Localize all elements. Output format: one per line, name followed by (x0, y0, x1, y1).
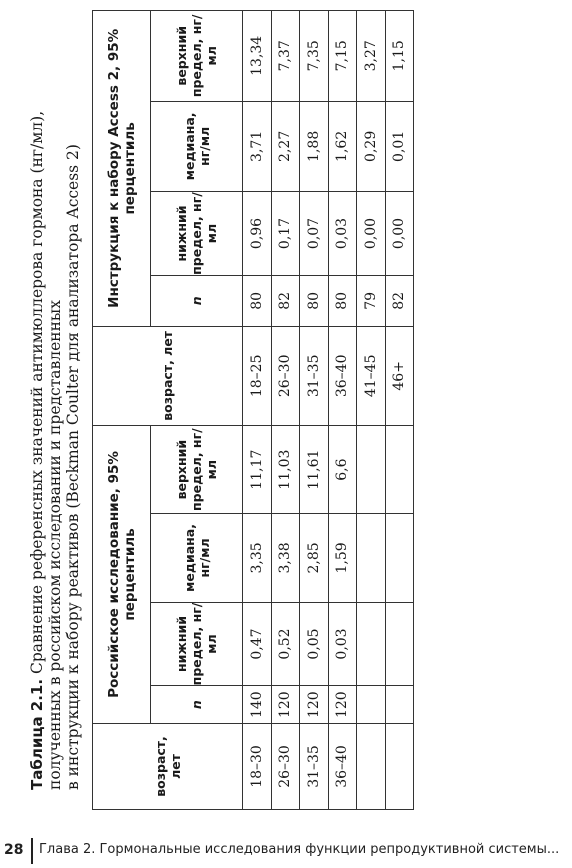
cell-a-med: 3,71 (243, 101, 272, 191)
cell-r-n: 120 (271, 686, 300, 724)
cell-a-age: 18–25 (243, 326, 272, 425)
cell-r-med: 3,35 (243, 514, 272, 602)
cell-r-age (357, 723, 386, 809)
cell-r-low: 0,52 (271, 602, 300, 686)
cell-a-low: 0,96 (243, 192, 272, 276)
reference-values-table (92, 10, 414, 810)
cell-r-n (357, 686, 386, 724)
header-age-access: возраст, лет (93, 326, 243, 425)
table-row (300, 11, 329, 810)
cell-r-age: 26–30 (271, 723, 300, 809)
cell-r-up: 11,61 (300, 425, 329, 513)
cell-a-n: 80 (243, 275, 272, 326)
header-upper-russian: верхний предел, нг/мл (151, 425, 243, 513)
cell-a-low: 0,00 (385, 192, 414, 276)
caption-text-1: Сравнение референсных значений антимюллерова гормона (нг/мл), (28, 110, 46, 674)
caption-line-3: в инструкции к набору реактивов (Beckman Coulter для анализатора Access 2) (64, 144, 82, 790)
page-footer (0, 836, 572, 868)
cell-a-low: 0,00 (357, 192, 386, 276)
cell-r-low: 0,03 (328, 602, 357, 686)
header-median-russian: медиана, нг/мл (151, 514, 243, 602)
cell-a-n: 79 (357, 275, 386, 326)
header-lower-access: нижний предел, нг/мл (151, 192, 243, 276)
cell-r-med: 2,85 (300, 514, 329, 602)
cell-a-age: 31–35 (300, 326, 329, 425)
cell-r-low: 0,05 (300, 602, 329, 686)
caption-line-2: полученных в российском исследовании и представленных (46, 299, 64, 790)
cell-a-up: 1,15 (385, 11, 414, 102)
cell-a-up: 3,27 (357, 11, 386, 102)
cell-a-med: 2,27 (271, 101, 300, 191)
cell-a-age: 41–45 (357, 326, 386, 425)
cell-r-low (357, 602, 386, 686)
cell-a-up: 7,15 (328, 11, 357, 102)
cell-r-med: 3,38 (271, 514, 300, 602)
header-n-access: n (151, 275, 243, 326)
cell-r-low: 0,47 (243, 602, 272, 686)
caption-line-1 (28, 20, 46, 790)
cell-a-med: 1,88 (300, 101, 329, 191)
table-row (243, 11, 272, 810)
cell-a-age: 26–30 (271, 326, 300, 425)
cell-r-n: 120 (328, 686, 357, 724)
header-group-russian: Российское исследование, 95% перцентиль (93, 425, 151, 723)
table-row (385, 11, 414, 810)
cell-a-low: 0,17 (271, 192, 300, 276)
header-upper-access: верхний предел, нг/мл (151, 11, 243, 102)
table-row (271, 11, 300, 810)
cell-a-n: 80 (328, 275, 357, 326)
header-age-russian: возраст, лет (93, 723, 243, 809)
running-chapter-title: Глава 2. Гормональные исследования функции репродуктивной системы... (39, 842, 560, 857)
cell-r-up: 11,17 (243, 425, 272, 513)
cell-r-up: 11,03 (271, 425, 300, 513)
cell-r-age (385, 723, 414, 809)
cell-r-med (357, 514, 386, 602)
table-caption (28, 20, 82, 790)
cell-a-up: 13,34 (243, 11, 272, 102)
cell-a-n: 82 (385, 275, 414, 326)
cell-a-low: 0,07 (300, 192, 329, 276)
cell-a-n: 80 (300, 275, 329, 326)
cell-a-med: 0,01 (385, 101, 414, 191)
cell-a-med: 0,29 (357, 101, 386, 191)
caption-label: Таблица 2.1. (28, 678, 46, 790)
cell-a-med: 1,62 (328, 101, 357, 191)
cell-r-up (385, 425, 414, 513)
header-n-russian: n (151, 686, 243, 724)
cell-a-age: 36–40 (328, 326, 357, 425)
footer-divider (31, 838, 33, 864)
cell-a-up: 7,35 (300, 11, 329, 102)
header-median-access: медиана, нг/мл (151, 101, 243, 191)
cell-a-up: 7,37 (271, 11, 300, 102)
cell-r-n: 140 (243, 686, 272, 724)
cell-a-low: 0,03 (328, 192, 357, 276)
cell-r-age: 36–40 (328, 723, 357, 809)
cell-r-low (385, 602, 414, 686)
table-row (357, 11, 386, 810)
cell-r-med (385, 514, 414, 602)
cell-r-n (385, 686, 414, 724)
cell-r-n: 120 (300, 686, 329, 724)
cell-a-n: 82 (271, 275, 300, 326)
cell-r-med: 1,59 (328, 514, 357, 602)
cell-r-up (357, 425, 386, 513)
cell-r-age: 31–35 (300, 723, 329, 809)
header-lower-russian: нижний предел, нг/мл (151, 602, 243, 686)
header-group-access: Инструкция к набору Access 2, 95% перцентиль (93, 11, 151, 327)
page-number: 28 (4, 842, 24, 858)
cell-r-up: 6,6 (328, 425, 357, 513)
table-row (328, 11, 357, 810)
cell-a-age: 46+ (385, 326, 414, 425)
cell-r-age: 18–30 (243, 723, 272, 809)
